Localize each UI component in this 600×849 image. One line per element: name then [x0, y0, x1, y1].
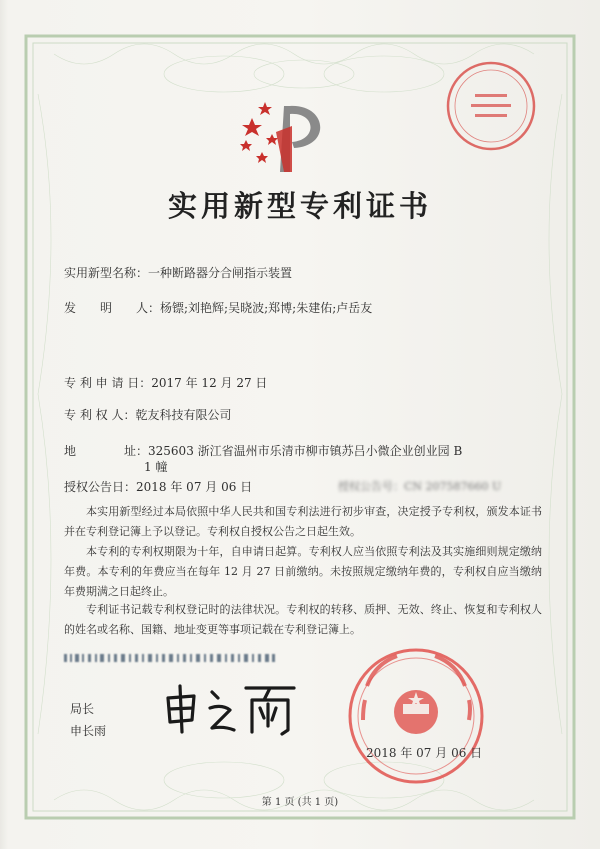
- field-value: 一种断路器分合闸指示装置: [148, 266, 293, 280]
- cnipa-logo-icon: [232, 96, 344, 176]
- handwritten-signature: [160, 680, 300, 738]
- national-emblem-seal-icon: [345, 646, 487, 786]
- field-label: 地 址：: [64, 444, 149, 458]
- utility-model-name-field: [64, 264, 292, 281]
- patentee-field: [64, 406, 231, 423]
- director-name: 申长雨: [70, 724, 107, 738]
- field-value: 2018 年 07 月 06 日: [136, 480, 253, 494]
- field-value: 杨镖;刘艳辉;吴晓波;郑博;朱建佑;卢岳友: [160, 301, 373, 315]
- field-value: 乾友科技有限公司: [135, 408, 232, 422]
- field-label: 专 利 权 人：: [64, 408, 136, 422]
- certificate-title: 实用新型专利证书: [167, 189, 432, 223]
- application-date-field: [64, 374, 267, 391]
- field-label: 发 明 人：: [64, 301, 161, 315]
- field-value: 2017 年 12 月 27 日: [151, 376, 268, 390]
- field-label: 授权公告日：: [64, 480, 137, 494]
- director-title: 局长: [70, 702, 95, 716]
- field-value: 325603 浙江省温州市乐清市柳市镇苏吕小微企业创业园 B: [148, 444, 463, 458]
- barcode-strip: [64, 654, 276, 662]
- notice-paragraph-1: 本实用新型经过本局依照中华人民共和国专利法进行初步审查，决定授予专利权，颁发本证书并在专利登记簿上予以登记。专利权自授权公告之日起生效。: [64, 505, 542, 538]
- field-label: 实用新型名称：: [64, 266, 149, 280]
- inventors-field: [64, 299, 372, 316]
- notice-paragraph-3: 专利证书记载专利权登记时的法律状况。专利权的转移、质押、无效、终止、恢复和专利权人的姓名或名称、国籍、地址变更等事项记载在专利登记簿上。: [64, 603, 542, 636]
- agency-stamp-icon: [445, 60, 537, 152]
- address-continuation: [144, 458, 167, 475]
- notice-paragraph-2: 本专利的专利权期限为十年，自申请日起算。专利权人应当依照专利法及其实施细则规定缴纳年费。本专利的年费应当在每年 12 月 27 日前缴纳。未按照规定缴纳年费的，专利权自应当缴纳年费期满之日起终止。: [64, 545, 542, 598]
- seal-date: 2018 年 07 月 06 日: [366, 746, 483, 760]
- field-label: 专 利 申 请 日：: [64, 376, 152, 390]
- page-number: 第 1 页 (共 1 页): [261, 797, 339, 808]
- address-field: [64, 442, 462, 459]
- field-value: 1 幢: [144, 460, 168, 474]
- grant-date-field: [64, 478, 252, 495]
- grant-number-blurred: 授权公告号：CN 207587660 U: [338, 480, 502, 493]
